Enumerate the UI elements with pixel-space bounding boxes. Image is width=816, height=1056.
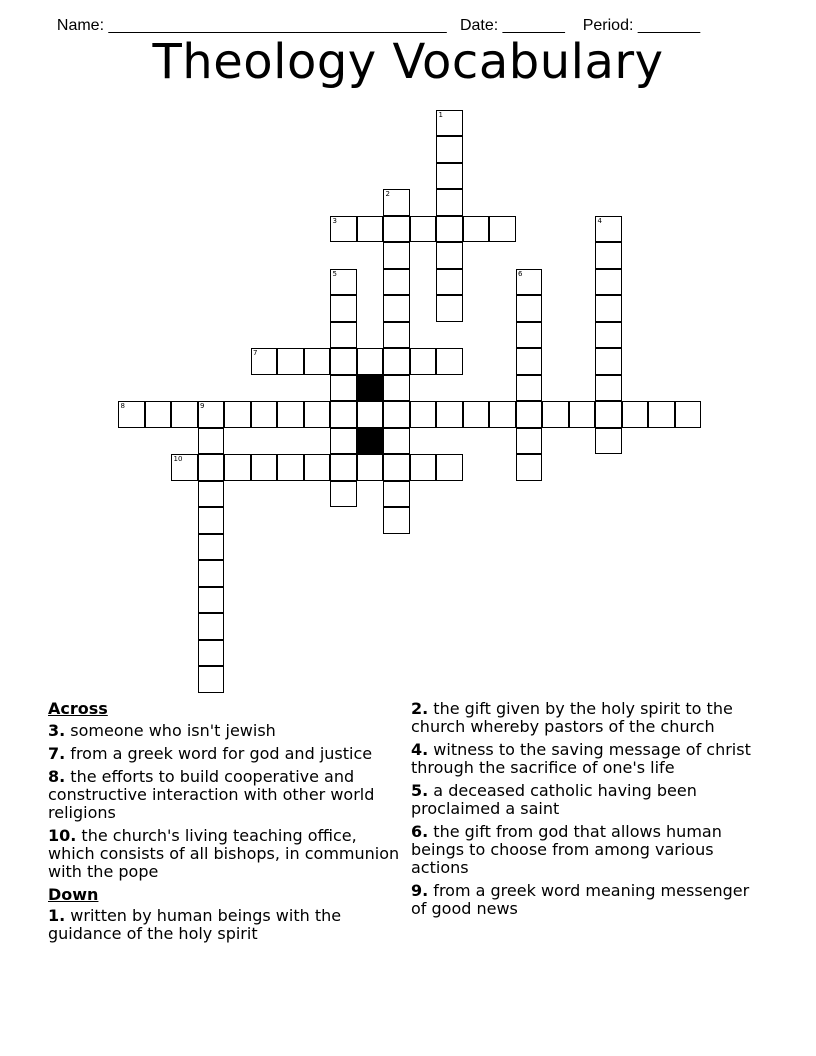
grid-cell[interactable]	[330, 216, 357, 243]
clue-number: 5	[332, 269, 337, 278]
grid-cell[interactable]	[436, 401, 463, 428]
clue-text: witness to the saving message of christ through the sacrifice of one's life	[411, 740, 751, 777]
grid-cell[interactable]	[330, 295, 357, 322]
across-heading: Across	[48, 699, 108, 718]
down-heading: Down	[48, 885, 99, 904]
grid-cell[interactable]	[516, 428, 543, 455]
grid-cell[interactable]	[357, 216, 384, 243]
grid-cell[interactable]	[224, 454, 251, 481]
grid-cell[interactable]	[383, 189, 410, 216]
grid-cell[interactable]	[383, 428, 410, 455]
down-clue-list-right	[411, 700, 756, 918]
grid-cell[interactable]	[330, 481, 357, 508]
grid-cell[interactable]	[357, 348, 384, 375]
grid-cell[interactable]	[595, 242, 622, 269]
clue-text: someone who isn't jewish	[65, 721, 276, 740]
clues-right-column	[411, 700, 756, 923]
grid-cell[interactable]	[436, 163, 463, 190]
grid-cell[interactable]	[383, 295, 410, 322]
grid-cell[interactable]	[224, 401, 251, 428]
grid-cell[interactable]	[304, 454, 331, 481]
grid-cell[interactable]	[410, 216, 437, 243]
grid-cell[interactable]	[410, 401, 437, 428]
grid-cell[interactable]	[516, 322, 543, 349]
grid-cell[interactable]	[171, 454, 198, 481]
name-field[interactable]: Name: ______________________________________	[56, 17, 447, 34]
clue-item	[411, 741, 756, 777]
clue-text: from a greek word meaning messenger of good news	[411, 881, 750, 918]
grid-cell[interactable]	[410, 348, 437, 375]
grid-cell[interactable]	[383, 322, 410, 349]
clue-item	[411, 823, 756, 877]
grid-cell[interactable]	[383, 216, 410, 243]
grid-cell[interactable]	[436, 242, 463, 269]
grid-cell[interactable]	[489, 216, 516, 243]
clue-number: 3	[332, 216, 337, 225]
grid-cell[interactable]	[383, 507, 410, 534]
date-field[interactable]: Date: _______	[459, 17, 565, 34]
clue-item	[48, 907, 406, 943]
grid-cell[interactable]	[304, 401, 331, 428]
grid-cell[interactable]	[436, 454, 463, 481]
grid-cell[interactable]	[436, 216, 463, 243]
grid-cell[interactable]	[595, 322, 622, 349]
grid-cell[interactable]	[330, 322, 357, 349]
grid-cell[interactable]	[516, 454, 543, 481]
grid-cell[interactable]	[198, 666, 225, 693]
grid-cell[interactable]	[277, 348, 304, 375]
clue-text: a deceased catholic having been proclaimed a saint	[411, 781, 697, 818]
blocked-cell	[357, 375, 384, 402]
grid-cell[interactable]	[171, 401, 198, 428]
grid-cell[interactable]	[622, 401, 649, 428]
grid-cell[interactable]	[595, 401, 622, 428]
grid-cell[interactable]	[357, 454, 384, 481]
clue-number: 2	[385, 190, 390, 198]
clue-number-label: 5.	[411, 781, 429, 800]
grid-cell[interactable]	[595, 428, 622, 455]
grid-cell[interactable]	[330, 454, 357, 481]
grid-cell[interactable]	[436, 348, 463, 375]
grid-cell[interactable]	[118, 401, 145, 428]
clue-number: 4	[597, 216, 602, 225]
across-clue-list	[48, 722, 406, 881]
clue-item	[411, 882, 756, 918]
grid-cell[interactable]	[595, 269, 622, 296]
grid-cell[interactable]	[198, 640, 225, 667]
clue-number-label: 10.	[48, 826, 77, 845]
grid-cell[interactable]	[198, 401, 225, 428]
grid-cell[interactable]	[330, 348, 357, 375]
down-clue-list-left	[48, 907, 406, 943]
clue-item	[48, 722, 406, 740]
grid-cell[interactable]	[648, 401, 675, 428]
grid-cell[interactable]	[436, 136, 463, 163]
grid-cell[interactable]	[251, 454, 278, 481]
clue-item	[48, 827, 406, 881]
grid-cell[interactable]	[383, 454, 410, 481]
worksheet-header	[48, 0, 700, 35]
clue-text: the church's living teaching office, which consists of all bishops, in communion with the pope	[48, 826, 400, 881]
grid-cell[interactable]	[330, 269, 357, 296]
grid-cell[interactable]	[383, 375, 410, 402]
grid-cell[interactable]	[595, 375, 622, 402]
clue-number: 10	[173, 455, 183, 463]
grid-cell[interactable]	[251, 401, 278, 428]
grid-cell[interactable]	[304, 348, 331, 375]
clue-number-label: 2.	[411, 699, 429, 718]
grid-cell[interactable]	[569, 401, 596, 428]
period-field[interactable]: Period: _______	[582, 17, 701, 34]
clue-number: 9	[200, 402, 205, 410]
grid-cell[interactable]	[436, 189, 463, 216]
grid-cell[interactable]	[436, 110, 463, 137]
grid-cell[interactable]	[277, 454, 304, 481]
clue-item	[48, 745, 406, 763]
grid-cell[interactable]	[383, 242, 410, 269]
clue-text: the gift given by the holy spirit to the church whereby pastors of the church	[411, 699, 733, 736]
grid-cell[interactable]	[383, 348, 410, 375]
grid-cell[interactable]	[198, 587, 225, 614]
grid-cell[interactable]	[330, 375, 357, 402]
clue-text: written by human beings with the guidance of the holy spirit	[48, 906, 342, 943]
grid-cell[interactable]	[516, 401, 543, 428]
clue-number-label: 7.	[48, 744, 66, 763]
grid-cell[interactable]	[198, 560, 225, 587]
clue-number-label: 8.	[48, 767, 66, 786]
clue-text: the efforts to build cooperative and constructive interaction with other world religions	[48, 767, 375, 822]
grid-cell[interactable]	[145, 401, 172, 428]
grid-cell[interactable]	[198, 428, 225, 455]
grid-cell[interactable]	[357, 401, 384, 428]
grid-cell[interactable]	[198, 481, 225, 508]
grid-cell[interactable]	[383, 481, 410, 508]
clue-text: the gift from god that allows human beings to choose from among various actions	[411, 822, 722, 877]
clues-left-column	[48, 700, 406, 948]
grid-cell[interactable]	[516, 295, 543, 322]
clue-number-label: 6.	[411, 822, 429, 841]
clue-number: 6	[518, 269, 523, 278]
grid-cell[interactable]	[251, 348, 278, 375]
grid-cell[interactable]	[516, 269, 543, 296]
clue-number-label: 3.	[48, 721, 66, 740]
grid-cell[interactable]	[516, 348, 543, 375]
blocked-cell	[357, 428, 384, 455]
grid-cell[interactable]	[463, 401, 490, 428]
grid-cell[interactable]	[330, 401, 357, 428]
clue-number-label: 4.	[411, 740, 429, 759]
clue-number-label: 9.	[411, 881, 429, 900]
grid-cell[interactable]	[595, 348, 622, 375]
grid-cell[interactable]	[198, 613, 225, 640]
grid-cell[interactable]	[463, 216, 490, 243]
clue-number: 8	[120, 402, 125, 410]
grid-cell[interactable]	[410, 454, 437, 481]
grid-cell[interactable]	[198, 534, 225, 561]
grid-cell[interactable]	[198, 507, 225, 534]
grid-cell[interactable]	[542, 401, 569, 428]
grid-cell[interactable]	[489, 401, 516, 428]
clue-number: 7	[253, 349, 258, 357]
clue-text: from a greek word for god and justice	[65, 744, 373, 763]
grid-cell[interactable]	[595, 295, 622, 322]
clue-item	[48, 768, 406, 822]
grid-cell[interactable]	[516, 375, 543, 402]
grid-cell[interactable]	[277, 401, 304, 428]
clue-number: 1	[438, 110, 443, 119]
grid-cell[interactable]	[675, 401, 702, 428]
grid-cell[interactable]	[330, 428, 357, 455]
grid-cell[interactable]	[383, 401, 410, 428]
clue-item	[411, 700, 756, 736]
clue-item	[411, 782, 756, 818]
grid-cell[interactable]	[436, 295, 463, 322]
page-title: Theology Vocabulary	[152, 34, 664, 90]
grid-cell[interactable]	[436, 269, 463, 296]
grid-cell[interactable]	[383, 269, 410, 296]
grid-cell[interactable]	[198, 454, 225, 481]
clue-number-label: 1.	[48, 906, 66, 925]
grid-cell[interactable]	[595, 216, 622, 243]
